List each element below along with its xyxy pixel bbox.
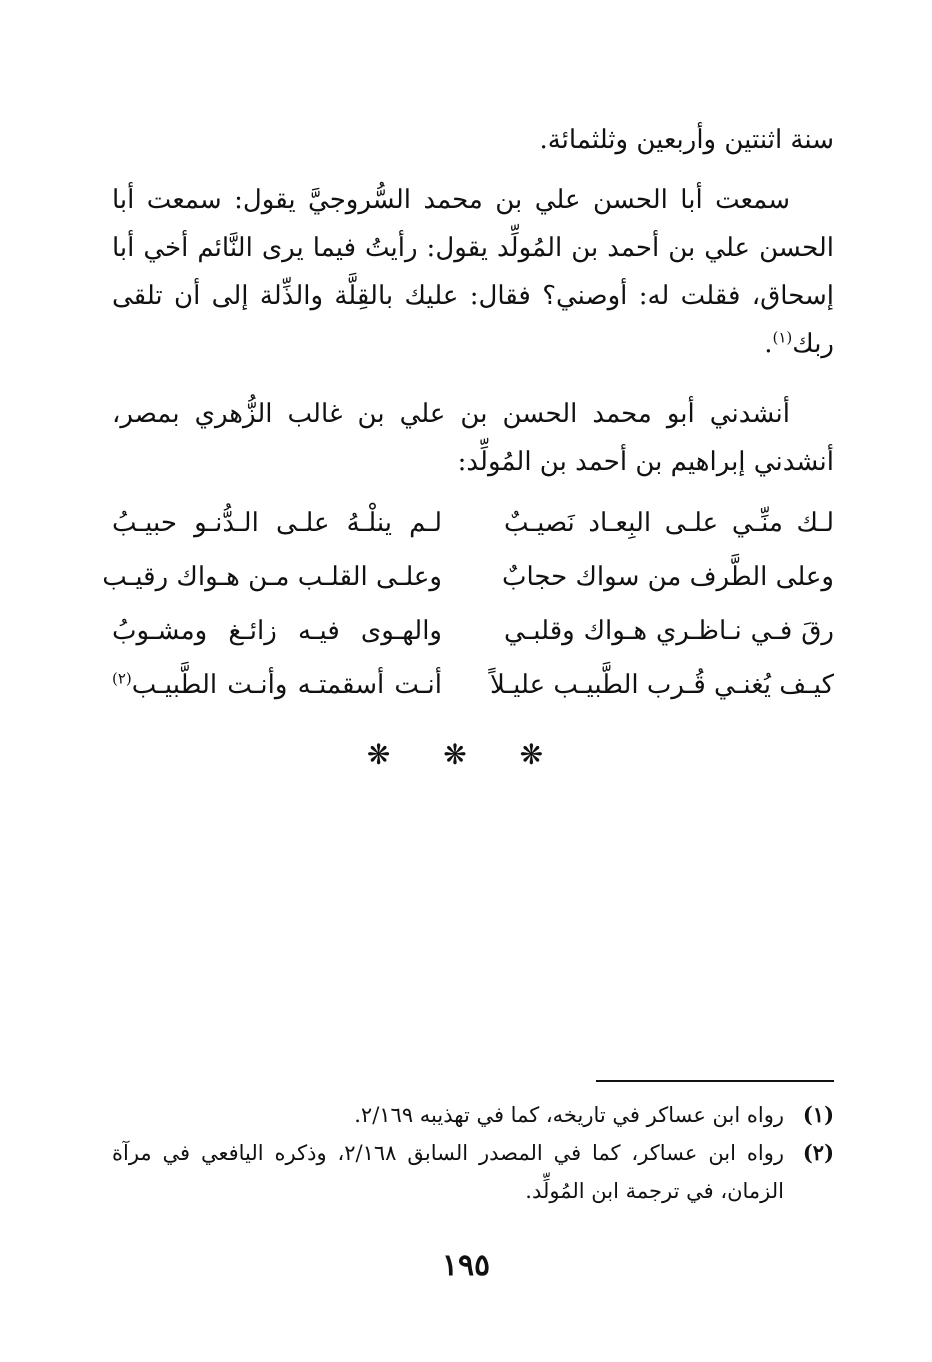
paragraph-dream <box>112 176 834 368</box>
footnote-text: رواه ابن عساكر، كما في المصدر السابق ٢/١٦٨، وذكره اليافعي في مرآة الزمان، في ترجمة ابن المُولِّد. <box>112 1141 784 1203</box>
footnote-ref-2: (٢) <box>112 669 132 688</box>
poem-verse <box>102 550 834 604</box>
paragraph-dream-text: سمعت أبا الحسن علي بن محمد السُّروجيَّ يقول: سمعت أبا الحسن علي بن أحمد بن المُولِّد يقول: رأيتُ فيما يرى النَّائم أخي أبا إسحاق، فقلت له: أوصني؟ فقال: عليك بالقِلَّة والذِّلة إلى أن تلقى ربك <box>112 185 834 359</box>
verse-first-hemistich: رقَ فـي نـاظـري هـواك وقلبـي <box>504 616 834 646</box>
poem-verse <box>112 604 834 658</box>
poem-verse <box>112 658 834 712</box>
footnote-item <box>112 1134 834 1210</box>
footnote-ref-1: (١) <box>772 328 793 347</box>
poem <box>102 496 834 712</box>
paragraph-dream-end: . <box>764 329 773 359</box>
verse-second-hemistich: وعلـى القلـب مـن هـواك رقيـب <box>102 562 442 592</box>
footnotes <box>112 1096 834 1210</box>
footnote-text: رواه ابن عساكر في تاريخه، كما في تهذيبه ٢/١٦٩. <box>354 1103 784 1127</box>
verse-second-hemistich-text: أنـت أسقمتـه وأنـت الطَّبيـب <box>131 670 442 700</box>
poem-verse <box>112 496 834 550</box>
verse-second-hemistich: لـم ينلْـهُ علـى الـدُّنـو حبيـبُ <box>112 508 442 538</box>
paragraph-poem-intro-text: أنشدني أبو محمد الحسن بن علي بن غالب الزُّهري بمصر، أنشدني إبراهيم بن أحمد بن المُولِّد: <box>112 399 834 477</box>
page-number: ١٩٥ <box>441 1248 491 1283</box>
paragraph-poem-intro <box>112 390 834 486</box>
verse-second-hemistich: والهـوى فيـه زائـغ ومشـوبُ <box>112 616 442 646</box>
footnote-item <box>112 1096 834 1134</box>
footnote-number: (٢) <box>802 1140 834 1165</box>
footnote-number: (١) <box>802 1102 834 1127</box>
section-separator: ❋ ❋ ❋ <box>366 738 566 771</box>
year-line-text: سنة اثنتين وأربعين وثلثمائة. <box>539 125 834 155</box>
verse-first-hemistich: كيـف يُغنـي قُـرب الطَّبيـب عليـلاً <box>489 670 834 700</box>
year-line <box>112 116 834 164</box>
verse-first-hemistich: وعلى الطَّرف من سواك حجابٌ <box>501 562 834 592</box>
footnote-divider <box>596 1080 834 1082</box>
verse-first-hemistich: لـك منِّـي علـى البِعـاد نَصيـبٌ <box>504 508 834 538</box>
verse-second-hemistich <box>112 670 442 700</box>
